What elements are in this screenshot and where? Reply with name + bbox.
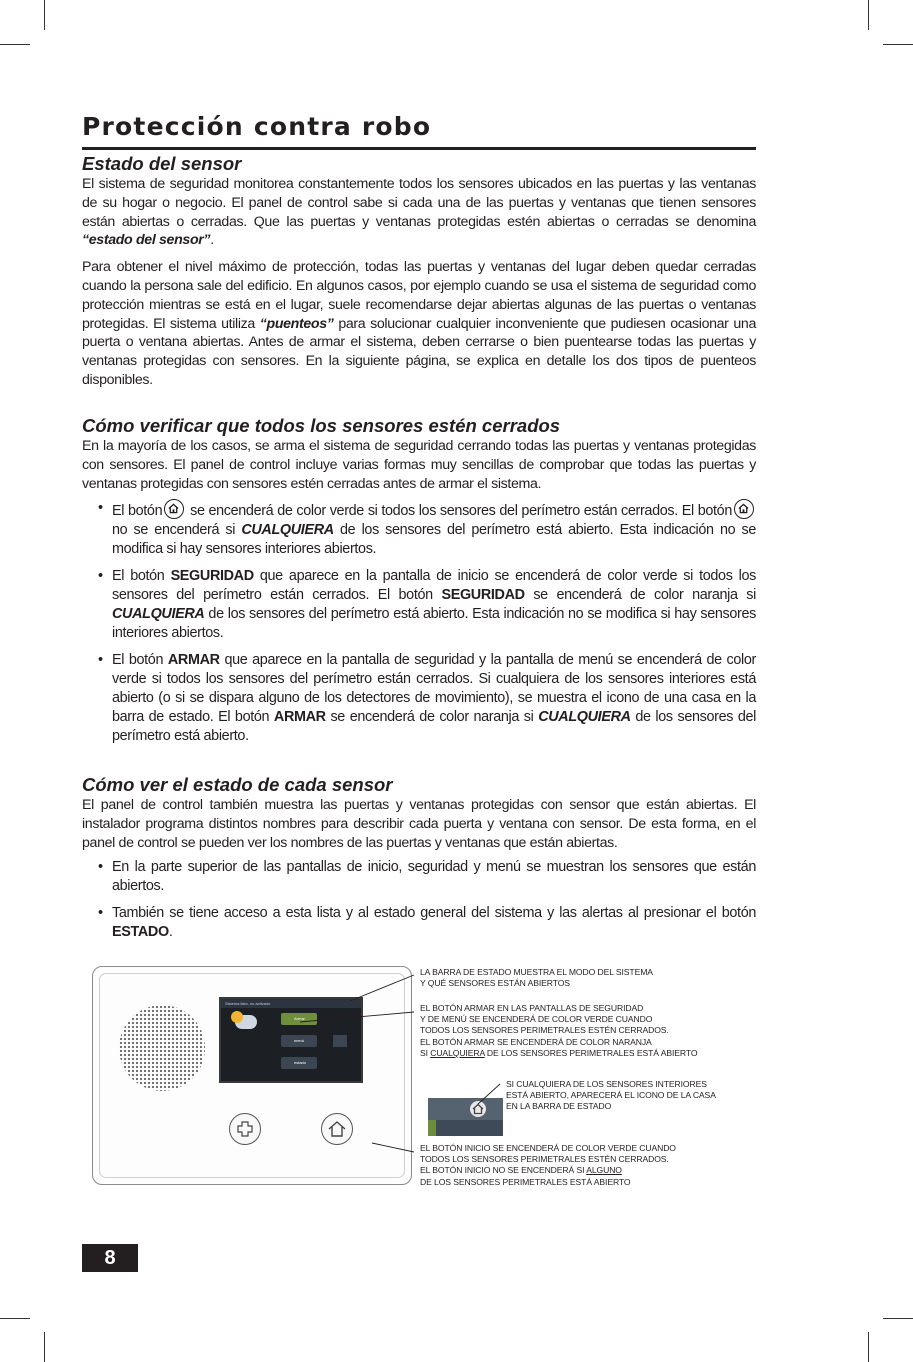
note-line: EL BOTÓN INICIO SE ENCENDERÁ DE COLOR VERDE CUANDO	[420, 1143, 676, 1153]
text: de los sensores del perímetro está abierto. Esta indicación no se modifica si hay sensores interiores abiertos.	[112, 522, 756, 558]
note-line	[420, 1048, 697, 1059]
page-number: 8	[82, 1244, 138, 1272]
callout-note	[506, 1079, 716, 1113]
text: .	[168, 924, 173, 941]
text: El botón	[112, 503, 163, 520]
section-heading: Cómo ver el estado de cada sensor	[82, 774, 393, 795]
note-line: LA BARRA DE ESTADO MUESTRA EL MODO DEL SISTEMA	[420, 967, 653, 977]
text: El botón	[112, 568, 171, 585]
text: se encenderá de color naranja si	[524, 587, 756, 604]
paragraph: El panel de control también muestra las puertas y ventanas protegidas con sensor que están abiertas. El instalador programa distintos nombres para describir cada puerta y ventana con sensor. De esta forma, en el panel de control se pueden ver los nombres de las puertas y ventanas que están abiertas.	[82, 797, 756, 851]
text: se encenderá de color verde si todos los sensores del perímetro están cerrados. El botón	[186, 503, 732, 520]
text: El botón	[112, 652, 168, 669]
emphasis: CUALQUIERA	[241, 522, 334, 539]
callout-note	[420, 1143, 676, 1188]
section-heading: Estado del sensor	[82, 153, 242, 174]
emphasis: CUALQUIERA	[112, 606, 205, 623]
text: se encenderá de color naranja si	[325, 709, 539, 726]
text: que aparece en la pantalla de inicio se encenderá de color verde si todos los sensores del perímetro están cerrados. El botón	[112, 568, 756, 604]
text: .	[210, 232, 214, 249]
text: EL BOTÓN INICIO NO SE ENCENDERÁ SI	[420, 1165, 587, 1176]
page-title: Protección contra robo	[82, 112, 432, 141]
text: de los sensores del perímetro está abierto.	[112, 709, 756, 745]
callout-note	[420, 967, 653, 989]
arm-button: Armar	[281, 1013, 317, 1025]
text: SI	[420, 1047, 431, 1058]
text: para solucionar cualquier inconveniente que pudiesen ocasionar una puerta o ventana abiertas. Antes de armar el sistema, deben cerrarse o bien puentearse todas las puertas y ventanas protegidas con sensores.	[82, 315, 756, 370]
text: En la siguiente página, se explica en detalle los dos tipos de puenteos disponibles.	[82, 353, 757, 388]
text: que aparece en la pantalla de seguridad y la pantalla de menú se encenderá de color verde si todos los sensores del perímetro están cerrados. Si cualquiera de los sensores interiores está abierto (o si se dispara alguno de los detectores de movimiento), se muestra el icono de una casa en la barra de estado. El botón	[112, 652, 757, 726]
note-line	[420, 1165, 676, 1176]
note-line: EL BOTÓN ARMAR SE ENCENDERÁ DE COLOR NARANJA	[420, 1036, 652, 1047]
text: ALGUNO	[586, 1165, 622, 1176]
emphasis: “estado del sensor”	[82, 232, 211, 249]
text: También se tiene acceso a esta lista y al estado general del sistema y las alertas al presionar el botón	[112, 905, 756, 922]
list-item: • En la parte superior de las pantallas de inicio, seguridad y menú se muestran los sensores que están abiertos.	[82, 858, 756, 896]
text: El sistema de seguridad monitorea constantemente todos los sensores ubicados en las puertas y las ventanas de su hogar o negocio. El panel de control sabe si cada una de las puertas y ventanas que tienen sensores están abiertas o cerradas. Que las puertas y ventanas protegidas estén abiertas o cerradas se denomina	[82, 176, 756, 230]
note-line: EN LA BARRA DE ESTADO	[506, 1101, 612, 1112]
note-line: Y QUÉ SENSORES ESTÁN ABIERTOS	[420, 978, 570, 989]
status-bar: Sistema listo, no activado	[221, 999, 361, 1008]
strong: ESTADO	[112, 924, 169, 941]
callout-note	[420, 1003, 697, 1059]
emphasis: CUALQUIERA	[538, 709, 631, 726]
strong: ARMAR	[273, 709, 326, 726]
text: CUALQUIERA	[430, 1047, 485, 1058]
strong: ARMAR	[167, 652, 220, 669]
note-line: SI CUALQUIERA DE LOS SENSORES INTERIORES	[506, 1079, 707, 1089]
emphasis: “puenteos”	[259, 315, 334, 332]
note-line: EL BOTÓN ARMAR EN LAS PANTALLAS DE SEGURIDAD	[420, 1003, 644, 1013]
text: de los sensores del perímetro está abierto. Esta indicación no se modifica si hay sensores interiores abiertos.	[112, 606, 756, 642]
note-line: ESTÁ ABIERTO, APARECERÁ EL ICONO DE LA CASA	[506, 1090, 716, 1101]
text: no se encenderá si	[112, 522, 242, 539]
note-line: TODOS LOS SENSORES PERIMETRALES ESTÉN CERRADOS.	[420, 1025, 669, 1036]
status-button: estado	[281, 1057, 317, 1069]
paragraph: En la mayoría de los casos, se arma el sistema de seguridad cerrando todas las puertas y ventanas protegidas con sensores. El panel de control incluye varias formas muy sencillas de comprobar que todas las puertas y ventanas protegidas con sensores estén cerradas antes de armar el sistema.	[82, 438, 756, 492]
note-line: DE LOS SENSORES PERIMETRALES ESTÁ ABIERTO	[420, 1176, 631, 1187]
strong: SEGURIDAD	[441, 587, 525, 604]
menu-button: menú	[281, 1035, 317, 1047]
text: DE LOS SENSORES PERIMETRALES ESTÁ ABIERTO	[484, 1047, 698, 1058]
section-heading: Cómo verificar que todos los sensores estén cerrados	[82, 415, 561, 436]
strong: SEGURIDAD	[170, 568, 254, 585]
note-line: TODOS LOS SENSORES PERIMETRALES ESTÉN CERRADOS.	[420, 1154, 669, 1165]
text: Para obtener el nivel máximo de protección, todas las puertas y ventanas del lugar deben quedar cerradas cuando la persona sale del edificio. En algunos casos, por ejemplo cuando se usa el sistema de seguridad como protección mientras se está en el lugar, suele recomendarse dejar abiertas algunas de las puertas o ventanas protegidas. El sistema utiliza	[82, 259, 756, 332]
note-line: Y DE MENÚ SE ENCENDERÁ DE COLOR VERDE CUANDO	[420, 1014, 653, 1025]
